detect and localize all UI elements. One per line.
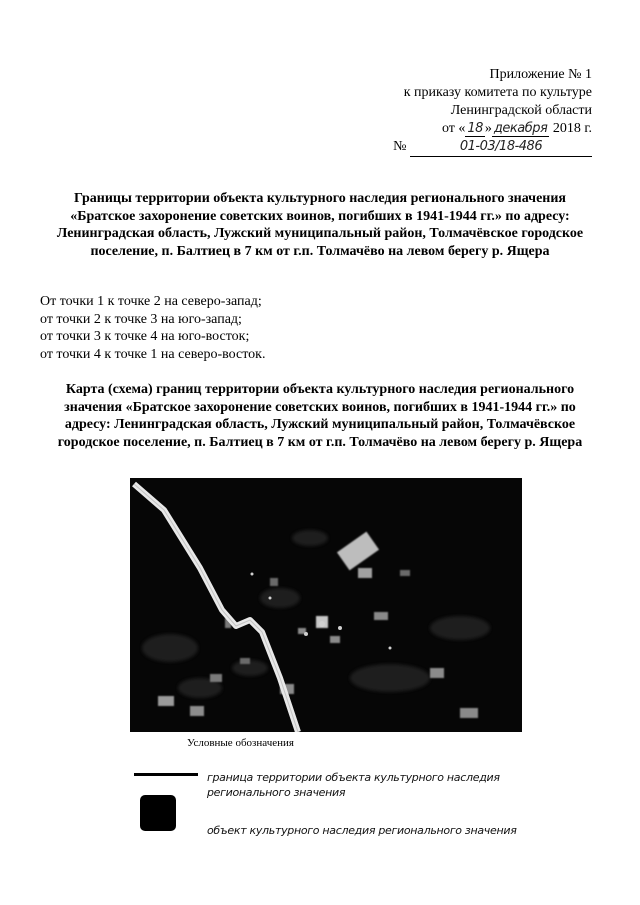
direction-item: от точки 4 к точке 1 на северо-восток. (40, 346, 266, 362)
map-title: Карта (схема) границ территории объекта культурного наследия регионального значения «Братское захоронение советских воинов, погибших в 1941-1944 гг.» по адресу: Ленинградская область, Лужский муниципальный район, Толмачёвское городское поселение, п. Балтиец в 7 км от г.п. Толмачёво на левом берегу р. Ящера (57, 382, 583, 450)
date-month: декабря (493, 121, 548, 136)
date-day: 18 (467, 121, 483, 136)
direction-item: от точки 2 к точке 3 на юго-запад; (40, 311, 242, 327)
legend-title: Условные обозначения (187, 737, 294, 749)
aerial-map (130, 478, 522, 732)
appendix-date: от « 18 » декабря 2018 г. (441, 121, 592, 136)
order-number-value: 01-03/18-486 (410, 138, 592, 157)
legend-boundary-label: граница территории объекта культурного наследия регионального значения (207, 771, 500, 799)
legend-object-symbol (140, 795, 176, 831)
legend-boundary-line (134, 773, 198, 776)
direction-item: От точки 1 к точке 2 на северо-запад; (40, 294, 262, 309)
aerial-map-image (130, 478, 522, 732)
appendix-region: Ленинградской области (450, 103, 592, 118)
appendix-header (332, 66, 592, 157)
direction-item: от точки 3 к точке 4 на юго-восток; (40, 329, 250, 344)
boundary-directions (40, 293, 440, 363)
appendix-order-number: № 01-03/18-486 (332, 138, 592, 157)
document-title: Границы территории объекта культурного наследия регионального значения «Братское захоронение советских воинов, погибших в 1941-1944 гг.» по адресу: Ленинградская область, Лужский муниципальный район, Толмачёвское городское поселение, п. Балтиец в 7 км от г.п. Толмачёво на левом берегу р. Ящера (56, 191, 584, 259)
appendix-number: Приложение № 1 (489, 67, 592, 82)
legend-object-label: объект культурного наследия регионального значения (207, 824, 517, 837)
date-year: 2018 г. (552, 121, 592, 136)
appendix-order-ref: к приказу комитета по культуре (403, 85, 592, 100)
